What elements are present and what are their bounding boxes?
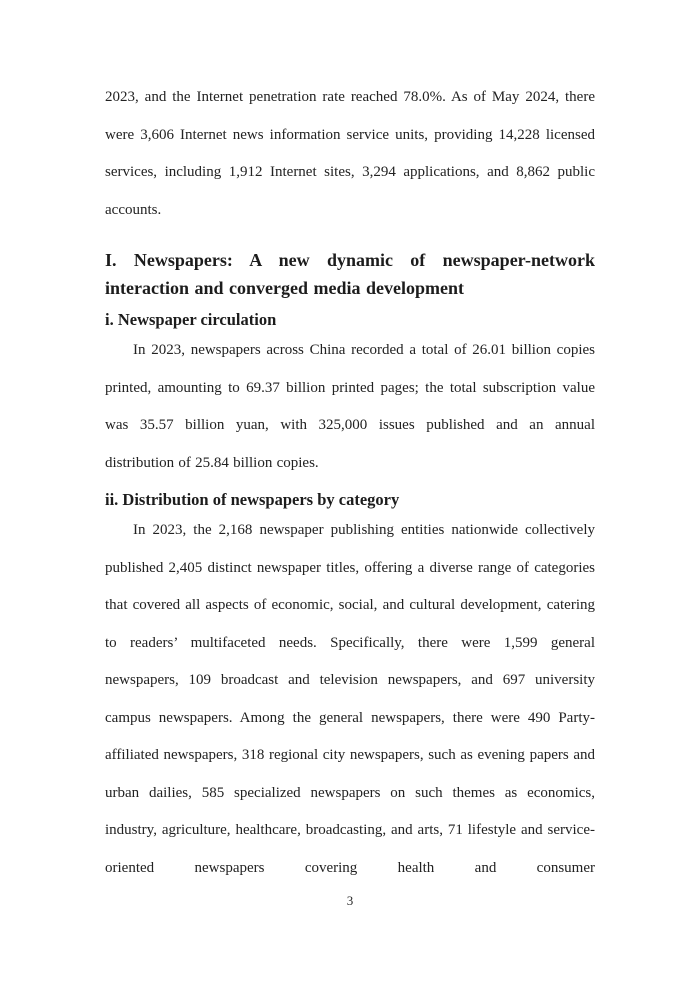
page-content bbox=[105, 79, 595, 887]
subsection-heading-newspaper-circulation: i. Newspaper circulation bbox=[105, 310, 277, 329]
paragraph-newspaper-categories: In 2023, the 2,168 newspaper publishing entities nationwide collectively published 2,405 distinct newspaper titles, offering a diverse range of categories that covered all aspects of economic, social, and cultural development, catering to readers’ multifaceted needs. Specifically, there were 1,599 general newspapers, 109 broadcast and television newspapers, and 697 university campus newspapers. Among the general newspapers, there were 490 Party-affiliated newspapers, 318 regional city newspapers, such as evening papers and urban dailies, 585 specialized newspapers on such themes as economics, industry, agriculture, healthcare, broadcasting, and arts, 71 lifestyle and service-oriented newspapers covering health and consumer bbox=[105, 522, 595, 876]
section-heading-newspapers: I. Newspapers: A new dynamic of newspaper-network interaction and converged media development bbox=[105, 250, 595, 298]
subsection-heading-newspaper-categories: ii. Distribution of newspapers by category bbox=[105, 490, 400, 509]
paragraph-internet-statistics: 2023, and the Internet penetration rate reached 78.0%. As of May 2024, there were 3,606 Internet news information service units, providing 14,228 licensed services, including 1,912 Internet sites, 3,294 applications, and 8,862 public accounts. bbox=[105, 89, 595, 218]
page-number: 3 bbox=[346, 893, 354, 908]
paragraph-newspaper-circulation: In 2023, newspapers across China recorded a total of 26.01 billion copies printed, amounting to 69.37 billion printed pages; the total subscription value was 35.57 billion yuan, with 325,000 issues published and an annual distribution of 25.84 billion copies. bbox=[105, 342, 595, 471]
